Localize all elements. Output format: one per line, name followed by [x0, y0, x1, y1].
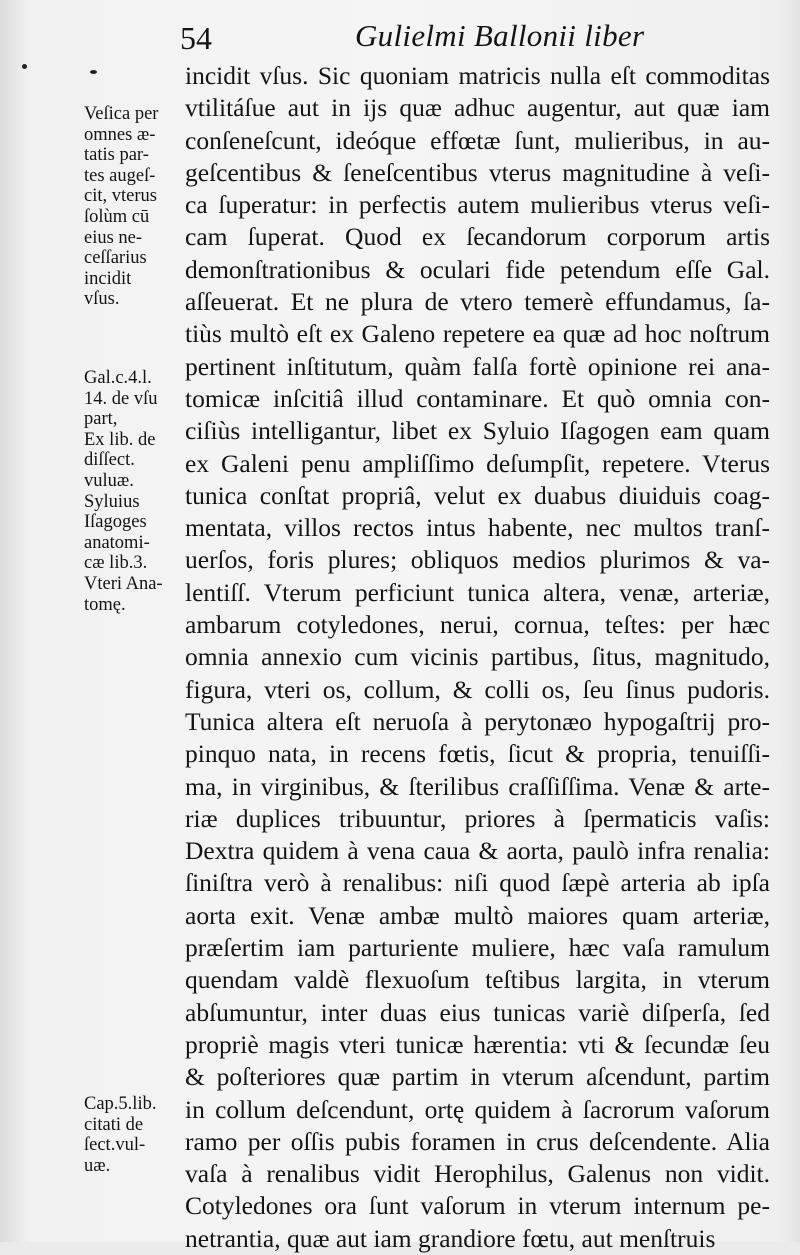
margin-note-line: vuluæ. — [84, 470, 134, 491]
text-line: pertinent inſtitutum, quàm falſa fortè opinione rei ana- — [185, 351, 770, 381]
text-line: quendam valdè flexuoſum teſtibus largita, in vterum — [185, 965, 770, 995]
text-line: lentiſſ. Vterum perficiunt tunica altera, venæ, arteriæ, — [185, 577, 770, 607]
text-line: demonſtrationibus & oculari fide petendum eſſe Gal. — [185, 254, 770, 284]
text-line: Tunica altera eſt neruoſa à perytonæo hypogaſtrij pro- — [185, 706, 770, 736]
margin-note-line: tomę. — [84, 594, 126, 615]
margin-note-line: eius ne- — [84, 227, 143, 248]
margin-note-line: tes augeſ- — [84, 165, 156, 186]
text-line: riæ duplices tribuuntur, priores à ſpermaticis vaſis: — [185, 803, 770, 833]
text-line: ramo per oſſis pubis foramen in crus deſcendente. Alia — [185, 1126, 770, 1156]
ink-speck — [22, 64, 27, 69]
margin-note-3 — [84, 1094, 184, 1176]
margin-note-line: Vteri Ana- — [84, 573, 163, 594]
margin-note-line: ceſſarius — [84, 248, 147, 269]
margin-note-line: citati de — [84, 1114, 144, 1135]
text-line: tomicæ inſcitiâ illud contaminare. Et quò omnia con- — [185, 383, 770, 413]
margin-note-line: cæ lib.3. — [84, 553, 148, 574]
margin-note-line: part, — [84, 409, 118, 430]
text-line: ex Galeni penu ampliſſimo deſumpſit, repetere. Vterus — [185, 448, 770, 478]
ink-speck — [90, 70, 97, 74]
margin-note-line: Cap.5.lib. — [84, 1094, 157, 1114]
margin-note-line: incidit — [84, 268, 132, 289]
margin-note-line: omnes æ- — [84, 124, 156, 145]
running-head: Gulielmi Ballonii liber — [355, 18, 645, 53]
text-line: tunica conſtat propriâ, velut ex duabus diuiduis coag- — [185, 480, 770, 510]
text-line: uerſos, foris plures; obliquos medios plurimos & va- — [185, 545, 770, 575]
text-line: ciſiùs intelligantur, libet ex Syluio Iſagogen eam quam — [185, 416, 770, 446]
text-line: omnia annexio cum vicinis partibus, ſitus, magnitudo, — [185, 642, 770, 672]
text-line: vtilitáſue aut in ijs quæ adhuc augentur, aut quæ iam — [185, 93, 770, 123]
margin-note-line: vſus. — [84, 289, 120, 310]
margin-note-line: Iſagoges — [84, 512, 147, 533]
margin-note-2 — [84, 368, 184, 615]
text-line: abſumuntur, inter duas eius tunicas variè diſperſa, ſed — [185, 997, 770, 1027]
text-line: mentata, villos rectos intus habente, nec multos tranſ- — [185, 513, 770, 543]
text-line: aſſeuerat. Et ne plura de vtero temerè effundamus, ſa- — [185, 287, 770, 317]
margin-note-line: Syluius — [84, 491, 140, 512]
margin-note-line: Ex lib. de — [84, 429, 156, 450]
margin-note-line: ſolùm cū — [84, 206, 150, 227]
text-line: netrantia, quæ aut iam grandiore fœtu, aut menſtruis — [185, 1223, 716, 1253]
text-line: ma, in virginibus, & ſterilibus craſſiſſima. Venæ & arte- — [185, 771, 770, 801]
text-line: præſertim iam parturiente muliere, hæc vaſa ramulum — [185, 933, 770, 963]
margin-note-line: uæ. — [84, 1155, 111, 1176]
margin-note-line: Gal.c.4.l. — [84, 368, 152, 388]
margin-note-1 — [84, 104, 184, 310]
margin-note-line: 14. de vſu — [84, 388, 158, 409]
text-line: cam ſuperat. Quod ex ſecandorum corporum artis — [185, 222, 770, 252]
text-line: ſiniſtra verò à renalibus: niſi quod ſæpè arteria ab ipſa — [185, 868, 770, 898]
text-line: pinquo nata, in recens fœtis, ſicut & propria, tenuiſſi- — [185, 739, 770, 769]
margin-note-line: cit, vterus — [84, 186, 157, 207]
text-line: Cotyledones ora ſunt vaſorum in vterum internum pe- — [185, 1191, 770, 1221]
text-line: propriè magis vteri tunicæ hærentia: vti & ſecundæ ſeu — [185, 1029, 770, 1059]
text-line: tiùs multò eſt ex Galeno repetere ea quæ ad hoc noſtrum — [185, 319, 770, 349]
margin-note-line: diſſect. — [84, 450, 135, 471]
page-number: 54 — [180, 20, 212, 56]
text-line: figura, vteri os, collum, & colli os, ſeu ſinus pudoris. — [185, 674, 770, 704]
margin-note-line: Veſica per — [84, 104, 159, 124]
margin-note-line: tatis par- — [84, 145, 149, 166]
text-line: conſeneſcunt, ideóque effœtæ ſunt, mulieribus, in au- — [185, 125, 770, 155]
text-line: ca ſuperatur: in perfectis autem mulieribus vterus veſi- — [185, 190, 770, 220]
text-line: geſcentibus & ſeneſcentibus vterus magnitudine à veſi- — [185, 157, 770, 187]
text-line: vaſa à renalibus vidit Herophilus, Galenus non vidit. — [185, 1159, 770, 1189]
main-text-block — [185, 60, 770, 1255]
text-line: Dextra quidem à vena caua & aorta, paulò infra renalia: — [185, 836, 770, 866]
margin-note-line: anatomi- — [84, 532, 150, 553]
text-line: in collum deſcendunt, ortę quidem à ſacrorum vaſorum — [185, 1094, 770, 1124]
page-header — [180, 16, 780, 66]
text-line: & poſteriores quæ partim in vterum aſcendunt, partim — [185, 1062, 770, 1092]
text-line: aorta exit. Venæ ambæ multò maiores quam arteriæ, — [185, 900, 770, 930]
text-line: incidit vſus. Sic quoniam matricis nulla eſt commoditas — [185, 61, 770, 90]
text-line: ambarum cotyledones, nerui, cornua, teſtes: per hæc — [185, 610, 770, 640]
margin-note-line: ſect.vul- — [84, 1135, 146, 1156]
